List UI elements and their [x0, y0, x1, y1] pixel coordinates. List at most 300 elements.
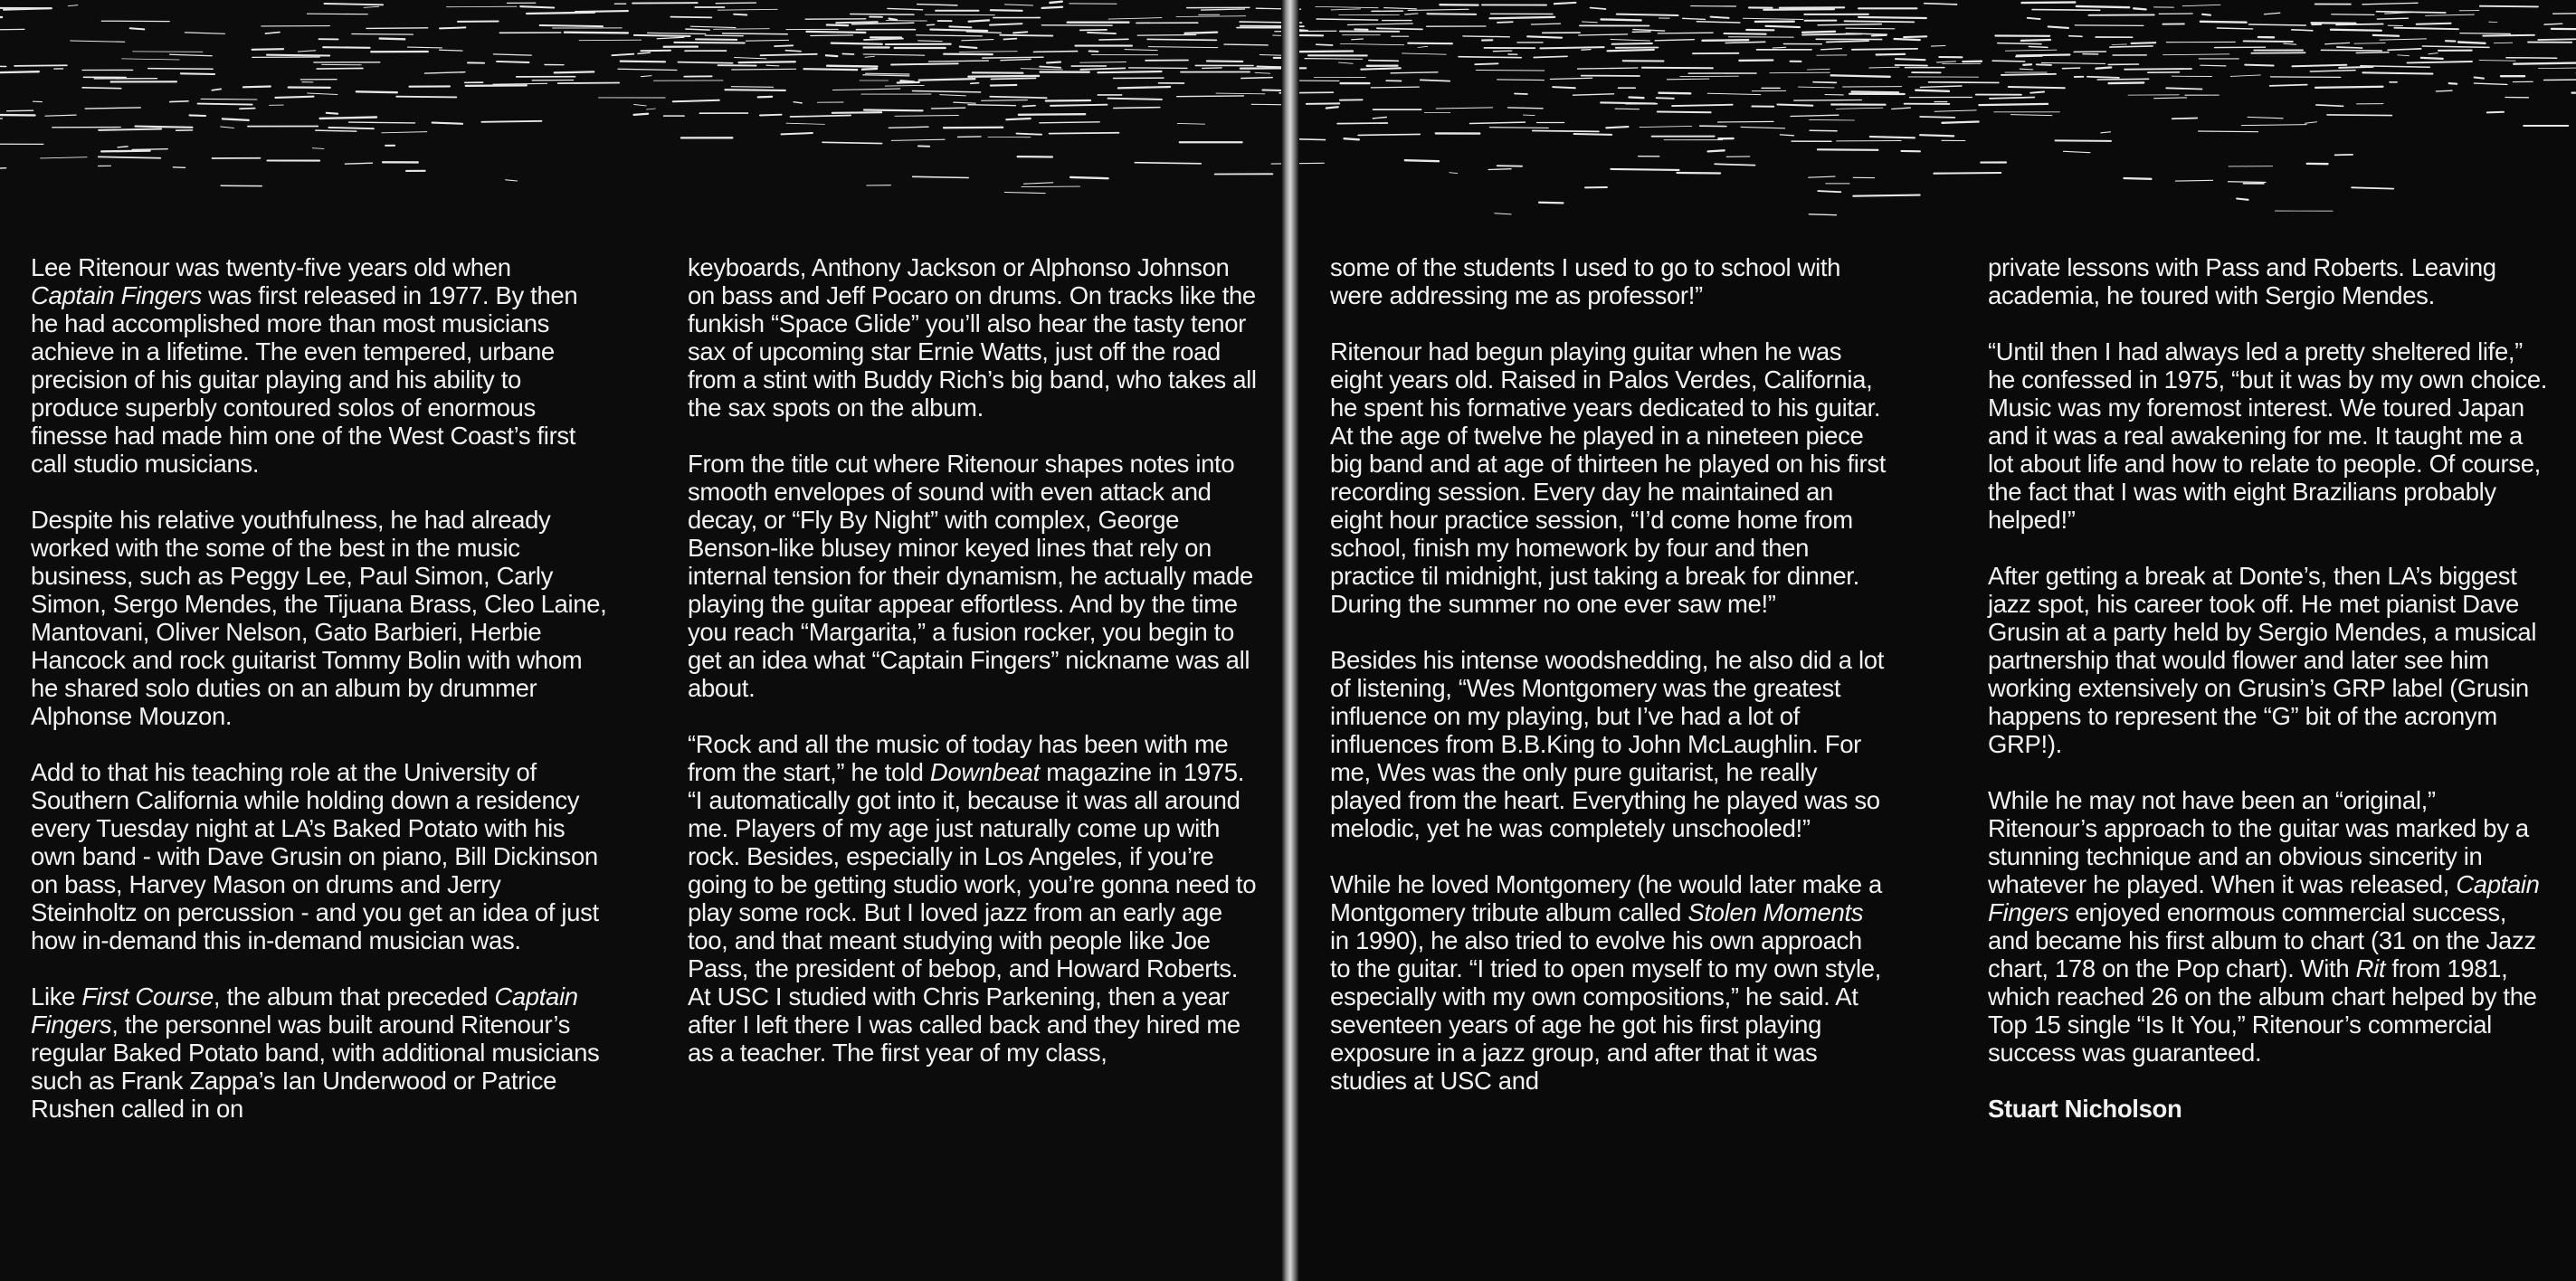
engraving-stroke [265, 33, 280, 34]
engraving-stroke [2017, 55, 2070, 56]
engraving-stroke [2163, 54, 2229, 55]
engraving-stroke [804, 69, 858, 70]
engraving-stroke [634, 35, 690, 36]
engraving-stroke [2154, 98, 2187, 99]
engraving-stroke [1307, 103, 1339, 104]
paragraph: Besides his intense woodshedding, he also did a lot of listening, “Wes Montgomery was the greatest influence on my playing, but I’ve had a lot of influences from B.B.King to John McLaughlin. For me, Wes was the only pure guitarist, he really played from the heart. Everything he played was so melodic, yet he was completely unschooled!” [1330, 646, 1885, 842]
engraving-stroke [1402, 53, 1447, 54]
engraving-stroke [891, 63, 958, 64]
engraving-stroke [1617, 14, 1678, 15]
engraving-stroke [1608, 50, 1654, 51]
engraving-stroke [2048, 26, 2068, 28]
engraving-stroke [1147, 39, 1216, 40]
engraving-stroke [1361, 68, 1401, 69]
engraving-stroke [863, 54, 925, 55]
engraving-stroke [1872, 35, 1887, 36]
engraving-stroke [1807, 69, 1830, 70]
engraving-stroke [520, 6, 554, 7]
engraving-stroke [638, 52, 650, 53]
engraving-stroke [1602, 19, 1641, 20]
engraving-stroke [2112, 44, 2126, 45]
engraving-stroke [7, 110, 33, 111]
engraving-stroke [345, 163, 372, 164]
engraving-stroke [927, 24, 934, 25]
engraving-stroke [1766, 26, 1801, 27]
engraving-stroke [298, 51, 316, 52]
engraving-stroke [775, 45, 793, 46]
engraving-stroke [2124, 178, 2152, 179]
engraving-stroke [327, 113, 337, 114]
engraving-stroke [252, 49, 284, 50]
engraving-stroke [889, 127, 928, 128]
engraving-stroke [1892, 108, 1911, 109]
engraving-stroke [864, 110, 923, 111]
engraving-stroke [1553, 87, 1575, 88]
engraving-stroke [642, 76, 652, 77]
engraving-stroke [1114, 108, 1160, 109]
engraving-stroke [2394, 28, 2458, 30]
engraving-stroke [1046, 100, 1090, 101]
engraving-stroke [2037, 64, 2051, 65]
engraving-stroke [440, 50, 462, 51]
engraving-stroke [827, 66, 877, 67]
engraving-stroke [1019, 114, 1085, 115]
engraving-stroke [493, 54, 531, 55]
engraving-stroke [396, 97, 456, 98]
engraving-stroke [919, 79, 975, 81]
engraving-stroke [382, 132, 427, 133]
engraving-stroke [1539, 203, 1563, 204]
engraving-stroke [2316, 105, 2343, 106]
engraving-stroke [2487, 112, 2504, 113]
engraving-stroke [1611, 169, 1678, 170]
engraving-stroke [2270, 85, 2307, 86]
engraving-stroke [2292, 30, 2313, 31]
engraving-stroke [364, 6, 379, 7]
engraving-stroke [917, 35, 983, 36]
engraving-stroke [732, 69, 796, 70]
engraving-stroke [1358, 134, 1420, 135]
engraving-stroke [1579, 34, 1628, 35]
engraving-stroke [634, 114, 649, 115]
engraving-stroke [1934, 173, 2001, 174]
engraving-stroke [891, 139, 945, 140]
engraving-stroke [2315, 87, 2382, 88]
engraving-stroke [1024, 183, 1053, 184]
engraving-stroke [1925, 4, 1957, 5]
engraving-stroke [2421, 58, 2443, 59]
engraving-stroke [2552, 29, 2576, 30]
engraving-stroke [1869, 67, 1899, 68]
engraving-stroke [1990, 98, 2034, 99]
engraving-stroke [2010, 115, 2052, 116]
engraving-stroke [2380, 39, 2427, 40]
engraving-stroke [2021, 40, 2050, 41]
engraving-stroke [735, 58, 766, 59]
engraving-stroke [1763, 9, 1834, 10]
engraving-stroke [1373, 118, 1386, 119]
paragraph: From the title cut where Ritenour shapes notes into smooth envelopes of sound with even attack and decay, or “Fly By Night” with complex, George Benson-like blusey minor keyed lines that rely on internal tension for their dynamism, he actually made playing the guitar appear effortless. And by the time you reach “Margarita,” a fusion rocker, you begin to get an idea what “Captain Fingers” nickname was all about. [688, 450, 1253, 702]
engraving-stroke [2005, 50, 2057, 51]
engraving-stroke [1578, 68, 1638, 69]
engraving-stroke [136, 127, 193, 128]
engraving-stroke [1475, 63, 1497, 64]
engraving-stroke [1810, 119, 1855, 120]
engraving-stroke [782, 133, 813, 134]
engraving-stroke [2087, 77, 2119, 78]
engraving-stroke [1337, 123, 1387, 124]
engraving-stroke [380, 39, 405, 40]
engraving-stroke [2514, 63, 2576, 64]
engraving-stroke [1845, 21, 1915, 22]
paragraph: some of the students I used to go to school with were addressing me as professor!” [1330, 253, 1841, 309]
engraving-stroke [2030, 92, 2044, 93]
engraving-stroke [1470, 122, 1526, 123]
engraving-stroke [1640, 126, 1692, 127]
engraving-stroke [991, 85, 1016, 86]
paragraph: “Rock and all the music of today has been with me from the start,” he told Downbeat magazine in 1975. “I automatically got into it, because it was all around me. Players of my age just naturally come up with rock. Besides, especially in Los Angeles, if you’re going to be getting studio work, you’re gonna need to play some rock. But I loved jazz from an early age too, and that meant studying with people like Joe Pass, the president of bebop, and Howard Roberts. At USC I studied with Chris Parkening, then a year after I left there I was called back and they hired me as a teacher. The first year of my class, [688, 730, 1257, 1067]
engraving-stroke [99, 129, 161, 130]
engraving-stroke [1080, 30, 1107, 31]
engraving-stroke [1667, 79, 1708, 80]
engraving-stroke [2398, 55, 2410, 56]
engraving-stroke [811, 35, 853, 36]
engraving-stroke [2249, 24, 2306, 25]
engraving-stroke [1450, 173, 1458, 174]
engraving-stroke [1202, 68, 1222, 69]
engraving-stroke [1877, 54, 1906, 55]
engraving-stroke [1176, 16, 1246, 17]
engraving-stroke [1459, 57, 1521, 58]
engraving-stroke [1827, 41, 1868, 42]
engraving-stroke [690, 26, 736, 27]
engraving-stroke [1050, 105, 1107, 106]
engraving-stroke [181, 73, 214, 74]
engraving-stroke [2244, 41, 2293, 42]
engraving-stroke [223, 119, 249, 120]
engraving-stroke [2284, 43, 2296, 44]
engraving-stroke [1846, 28, 1895, 29]
engraving-stroke [212, 89, 221, 90]
engraving-stroke [714, 29, 770, 30]
engraving-stroke [312, 148, 324, 149]
engraving-stroke [4, 8, 52, 10]
engraving-stroke [1852, 91, 1899, 92]
engraving-stroke [243, 87, 271, 88]
engraving-stroke [2022, 3, 2076, 4]
engraving-stroke [2201, 65, 2226, 66]
engraving-stroke [1934, 110, 1976, 111]
engraving-stroke [2248, 117, 2283, 118]
engraving-stroke [866, 73, 909, 74]
engraving-stroke [634, 105, 647, 106]
engraving-stroke [2362, 3, 2418, 5]
engraving-stroke [148, 69, 213, 70]
engraving-stroke [990, 97, 1046, 98]
engraving-stroke [1770, 72, 1830, 73]
engraving-stroke [45, 115, 76, 116]
engraving-stroke [1931, 46, 1945, 47]
engraving-stroke [641, 51, 670, 52]
engraving-stroke [1858, 17, 1926, 18]
paragraph: After getting a break at Donte’s, then LA’s biggest jazz spot, his career took off. He met pianist Dave Grusin at a party held by Sergio Mendes, a musical partnership that would flower and later see him working extensively on Grusin’s GRP label (Grusin happens to represent the “G” bit of the acronym GRP!). [1988, 562, 2537, 758]
engraving-stroke [1929, 82, 1999, 83]
engraving-stroke [785, 51, 801, 52]
engraving-stroke [1611, 40, 1649, 42]
engraving-stroke [954, 102, 975, 103]
engraving-stroke [2377, 18, 2408, 19]
engraving-stroke [1725, 33, 1766, 34]
engraving-stroke [1743, 18, 1802, 19]
engraving-stroke [201, 99, 257, 100]
engraving-stroke [408, 47, 442, 48]
engraving-stroke [1129, 68, 1187, 69]
engraving-stroke [1852, 49, 1917, 50]
engraving-stroke [1821, 49, 1842, 50]
engraving-stroke [1108, 99, 1162, 100]
engraving-stroke [913, 176, 969, 177]
engraving-stroke [983, 57, 1043, 58]
engraving-stroke [1148, 47, 1218, 48]
paragraph: private lessons with Pass and Roberts. Leaving academia, he toured with Sergio Mendes. [1988, 253, 2496, 309]
engraving-stroke [1405, 160, 1439, 161]
engraving-stroke [612, 54, 633, 56]
engraving-stroke [1540, 47, 1603, 48]
engraving-stroke [1658, 112, 1711, 113]
engraving-stroke [723, 33, 788, 34]
engraving-stroke [1979, 104, 2048, 105]
engraving-stroke [746, 40, 788, 41]
engraving-stroke [1017, 134, 1042, 135]
engraving-stroke [1630, 98, 1644, 99]
engraving-stroke [766, 65, 779, 66]
engraving-stroke [1316, 6, 1378, 7]
engraving-stroke [1818, 191, 1840, 192]
engraving-stroke [928, 61, 988, 62]
engraving-stroke [1836, 108, 1883, 109]
engraving-stroke [506, 180, 518, 181]
engraving-stroke [1022, 106, 1035, 107]
engraving-stroke [1125, 50, 1157, 51]
engraving-stroke [760, 115, 782, 116]
engraving-stroke [1809, 176, 1835, 177]
engraving-stroke [1802, 32, 1835, 33]
engraving-stroke [1591, 8, 1606, 9]
engraving-stroke [198, 104, 252, 105]
engraving-stroke [958, 137, 982, 138]
engraving-stroke [2023, 64, 2031, 65]
engraving-stroke [0, 66, 6, 67]
paragraph: Add to that his teaching role at the University of Southern California while holding down a residency every Tuesday night at LA’s Baked Potato with his own band - with Dave Grusin on piano, Bill Dickinson on bass, Harvey Mason on drums and Jerry Steinholtz on percussion - and you get an idea of just how in-demand this in-demand musician was. [31, 758, 599, 954]
engraving-stroke [1998, 43, 2041, 44]
engraving-stroke [949, 26, 971, 27]
engraving-stroke [794, 102, 802, 103]
engraving-stroke [2312, 23, 2356, 24]
engraving-stroke [1331, 9, 1360, 10]
engraving-stroke [1384, 8, 1417, 9]
engraving-stroke [481, 121, 541, 122]
engraving-stroke [130, 28, 145, 29]
engraving-stroke [1488, 169, 1511, 170]
engraving-stroke [1391, 72, 1438, 73]
engraving-stroke [1725, 42, 1765, 43]
engraving-stroke [2124, 69, 2191, 70]
engraving-stroke [1137, 35, 1196, 36]
engraving-stroke [1352, 39, 1364, 40]
engraving-stroke [1040, 67, 1060, 68]
engraving-stroke [2110, 46, 2153, 47]
engraving-stroke [2337, 47, 2362, 48]
engraving-stroke [2354, 43, 2385, 44]
engraving-stroke [2134, 8, 2145, 9]
engraving-stroke [1606, 127, 1628, 128]
engraving-stroke [579, 40, 642, 41]
engraving-stroke [1515, 94, 1527, 95]
engraving-stroke [887, 21, 927, 22]
engraving-stroke [320, 118, 376, 119]
engraving-stroke [68, 5, 78, 6]
engraving-stroke [1202, 9, 1245, 10]
engraving-stroke [14, 65, 67, 66]
engraving-stroke [2335, 155, 2353, 156]
engraving-stroke [316, 130, 356, 131]
engraving-stroke [1463, 36, 1509, 37]
engraving-stroke [1870, 137, 1915, 138]
engraving-stroke [555, 71, 594, 72]
engraving-stroke [1657, 98, 1674, 99]
engraving-stroke [962, 40, 993, 41]
paragraph: keyboards, Anthony Jackson or Alphonso Johnson on bass and Jeff Pocaro on drums. On tracks like the funkish “Space Glide” you’ll also hear the tasty tenor sax of upcoming star Ernie Watts, just off the road from a stint with Buddy Rich’s big band, who takes all the sax spots on the album. [688, 253, 1257, 422]
engraving-stroke [1813, 82, 1836, 83]
engraving-stroke [356, 91, 397, 92]
engraving-stroke [540, 25, 604, 26]
engraving-stroke [1659, 93, 1690, 94]
engraving-stroke [2373, 35, 2399, 36]
engraving-stroke [433, 123, 462, 124]
text-column-1 [31, 253, 610, 1151]
engraving-stroke [2352, 187, 2393, 188]
engraving-stroke [2336, 24, 2383, 25]
engraving-stroke [1718, 121, 1773, 122]
engraving-stroke [1678, 173, 1721, 174]
engraving-stroke [618, 69, 677, 70]
engraving-stroke [1004, 193, 1045, 194]
engraving-stroke [1490, 17, 1555, 18]
engraving-stroke [1697, 22, 1740, 23]
engraving-stroke [1741, 127, 1785, 128]
engraving-stroke [1583, 22, 1598, 23]
engraving-stroke [1050, 2, 1061, 3]
engraving-stroke [2237, 199, 2248, 200]
engraving-stroke [731, 87, 773, 88]
engraving-stroke [2479, 61, 2515, 62]
engraving-stroke [1047, 62, 1060, 63]
engraving-stroke [895, 116, 958, 117]
engraving-stroke [1040, 122, 1099, 123]
engraving-stroke [1773, 47, 1785, 48]
engraving-stroke [971, 83, 979, 84]
engraving-stroke [1021, 69, 1062, 70]
paragraph: While he loved Montgomery (he would later make a Montgomery tribute album called Stolen Moments in 1990), he also tried to evolve his own approach to the guitar. “I tried to open myself to my own style, especially with my own compositions,” he said. At seventeen years of age he got his first playing exposure in a jazz group, and after that it was studies at USC and [1330, 870, 1882, 1095]
engraving-stroke [761, 54, 817, 55]
engraving-stroke [2388, 49, 2421, 50]
text-column-3 [1330, 253, 1887, 1123]
engraving-stroke [864, 39, 903, 40]
engraving-stroke [1224, 44, 1268, 45]
engraving-stroke [1177, 123, 1204, 124]
engraving-stroke [632, 3, 698, 4]
engraving-stroke [1241, 78, 1272, 79]
engraving-stroke [718, 9, 777, 10]
engraving-stroke [2241, 125, 2306, 126]
engraving-stroke [1013, 32, 1027, 33]
engraving-stroke [836, 22, 878, 23]
engraving-stroke [1818, 24, 1881, 25]
engraving-stroke [2016, 56, 2042, 57]
engraving-stroke [122, 59, 180, 60]
engraving-stroke [1633, 30, 1665, 32]
engraving-stroke [190, 115, 206, 116]
engraving-stroke [493, 83, 547, 84]
text-column-4 [1988, 253, 2549, 1151]
engraving-stroke [2538, 68, 2576, 69]
engraving-stroke [2553, 13, 2576, 14]
engraving-stroke [1853, 195, 1919, 196]
engraving-stroke [842, 54, 853, 55]
engraving-stroke [466, 85, 527, 86]
engraving-stroke [833, 89, 900, 90]
engraving-stroke [1896, 65, 1927, 66]
engraving-stroke [2020, 69, 2033, 70]
engraving-stroke [1371, 87, 1419, 88]
engraving-stroke [323, 47, 369, 48]
engraving-stroke [1778, 105, 1813, 106]
engraving-stroke [1408, 43, 1452, 44]
engraving-stroke [1612, 43, 1652, 44]
engraving-stroke [0, 29, 24, 30]
engraving-stroke [173, 167, 185, 168]
engraving-stroke [1523, 115, 1535, 116]
engraving-stroke [1818, 149, 1877, 150]
engraving-stroke [1421, 80, 1450, 81]
engraving-stroke [2175, 180, 2212, 181]
engraving-stroke [85, 108, 140, 109]
engraving-stroke [968, 105, 1015, 106]
engraving-stroke [2264, 13, 2279, 14]
engraving-stroke [221, 127, 234, 128]
engraving-stroke [2327, 115, 2391, 116]
engraving-stroke [82, 88, 121, 89]
engraving-stroke [1703, 40, 1749, 41]
engraving-stroke [308, 93, 337, 95]
engraving-stroke [2332, 14, 2374, 15]
engraving-stroke [969, 20, 989, 21]
engraving-stroke [267, 55, 329, 56]
engraving-stroke [1707, 93, 1761, 94]
engraving-stroke [1920, 86, 1962, 87]
engraving-stroke [2305, 122, 2317, 123]
engraving-stroke [1177, 96, 1244, 97]
engraving-stroke [1108, 18, 1162, 20]
engraving-stroke [1683, 18, 1706, 19]
engraving-stroke [1340, 43, 1403, 44]
engraving-stroke [1708, 150, 1725, 151]
engraving-stroke [758, 97, 772, 98]
engraving-stroke [1799, 87, 1835, 88]
engraving-stroke [1711, 17, 1729, 18]
engraving-stroke [2422, 46, 2489, 47]
engraving-stroke [425, 72, 465, 73]
